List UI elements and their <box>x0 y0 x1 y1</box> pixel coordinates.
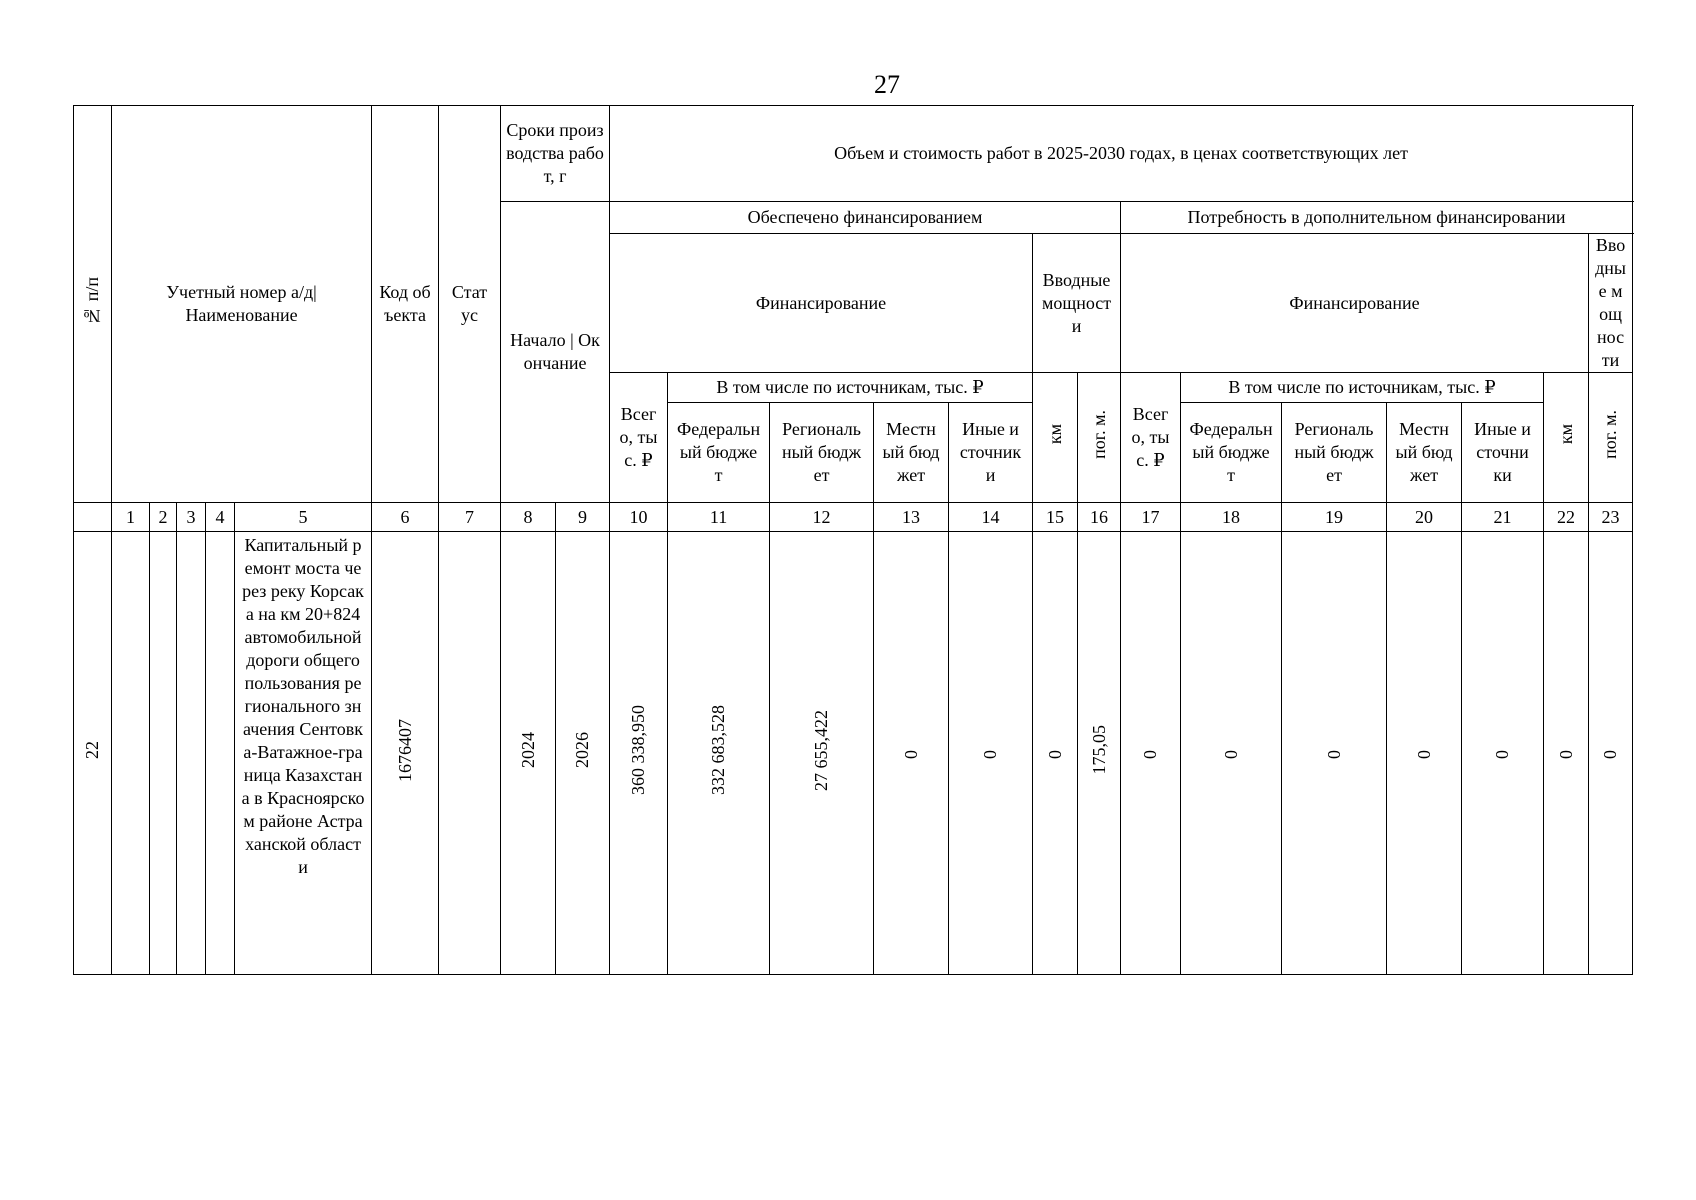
header-volume-cost: Объем и стоимость работ в 2025-2030 годах, в ценах соответствующих лет <box>610 106 1633 202</box>
row-km-cell <box>1033 532 1078 975</box>
row-add-other-cell <box>1462 532 1544 975</box>
column-number: 6 <box>372 503 439 532</box>
header-total: Всего, тыс. ₽ <box>610 373 668 503</box>
empty-cell <box>177 532 206 975</box>
header-by-sources: В том числе по источникам, тыс. ₽ <box>668 373 1033 403</box>
column-number-row <box>74 503 1633 532</box>
column-number: 3 <box>177 503 206 532</box>
column-number: 21 <box>1462 503 1544 532</box>
header-pog-m-cell <box>1078 373 1121 503</box>
header-name: Наименование <box>185 305 298 325</box>
column-number: 5 <box>235 503 372 532</box>
column-number: 10 <box>610 503 668 532</box>
header-km: км <box>1044 424 1065 445</box>
row-pog-m: 175,05 <box>1088 725 1109 775</box>
column-number-blank <box>74 503 112 532</box>
row-regional-cell <box>770 532 874 975</box>
header-add-federal: Федеральный бюджет <box>1181 403 1282 503</box>
row-local-cell <box>874 532 949 975</box>
header-capacity: Вводные мощности <box>1033 234 1121 373</box>
row-other-cell <box>949 532 1033 975</box>
row-index: 22 <box>82 741 102 759</box>
row-end-cell <box>556 532 610 975</box>
column-number: 16 <box>1078 503 1121 532</box>
header-start-end: Начало | Окончание <box>501 202 610 503</box>
row-total-cell <box>610 532 668 975</box>
row-end: 2026 <box>572 732 593 768</box>
header-add-km-cell <box>1544 373 1589 503</box>
row-add-total-cell <box>1121 532 1181 975</box>
column-number: 14 <box>949 503 1033 532</box>
row-add-other: 0 <box>1492 749 1513 759</box>
row-add-total: 0 <box>1140 749 1161 759</box>
row-pog-m-cell <box>1078 532 1121 975</box>
header-index: № п/п <box>82 276 102 326</box>
row-federal: 332 683,528 <box>708 705 729 795</box>
column-number: 22 <box>1544 503 1589 532</box>
column-number: 17 <box>1121 503 1181 532</box>
row-start: 2024 <box>517 732 538 768</box>
header-km-cell <box>1033 373 1078 503</box>
row-add-pog-m: 0 <box>1600 749 1621 759</box>
column-number: 11 <box>668 503 770 532</box>
column-number: 12 <box>770 503 874 532</box>
row-add-km: 0 <box>1555 749 1576 759</box>
row-add-regional: 0 <box>1323 749 1344 759</box>
row-add-local-cell <box>1387 532 1462 975</box>
row-object-code: 1676407 <box>394 718 415 782</box>
row-local: 0 <box>900 749 921 759</box>
road-works-table <box>73 105 1633 975</box>
column-number: 13 <box>874 503 949 532</box>
empty-cell <box>206 532 235 975</box>
column-number: 15 <box>1033 503 1078 532</box>
header-name-cell <box>112 106 372 503</box>
column-number: 18 <box>1181 503 1282 532</box>
column-number: 23 <box>1589 503 1633 532</box>
header-add-pog-m-cell <box>1589 373 1633 503</box>
empty-cell <box>112 532 150 975</box>
column-number: 1 <box>112 503 150 532</box>
row-km: 0 <box>1044 749 1065 759</box>
row-add-federal: 0 <box>1220 749 1241 759</box>
header-account: Учетный номер а/д| <box>166 282 317 302</box>
header-add-local: Местный бюджет <box>1387 403 1462 503</box>
row-total: 360 338,950 <box>628 705 649 795</box>
header-add-total: Всего, тыс. ₽ <box>1121 373 1181 503</box>
row-federal-cell <box>668 532 770 975</box>
header-financing-additional: Финансирование <box>1121 234 1589 373</box>
header-additional: Потребность в дополнительном финансировании <box>1121 202 1633 234</box>
table-row <box>74 532 1633 975</box>
header-capacity-additional: Вводные мощности <box>1589 234 1633 373</box>
column-number: 20 <box>1387 503 1462 532</box>
row-add-km-cell <box>1544 532 1589 975</box>
row-status-cell <box>439 532 501 975</box>
row-add-pog-m-cell <box>1589 532 1633 975</box>
row-add-local: 0 <box>1413 749 1434 759</box>
column-number: 2 <box>150 503 177 532</box>
header-object-code: Код объекта <box>372 106 439 503</box>
header-provided: Обеспечено финансированием <box>610 202 1121 234</box>
header-index-cell <box>74 106 112 503</box>
column-number: 19 <box>1282 503 1387 532</box>
row-regional: 27 655,422 <box>811 709 832 791</box>
column-number: 9 <box>556 503 610 532</box>
header-add-other: Иные источники <box>1462 403 1544 503</box>
column-number: 7 <box>439 503 501 532</box>
row-index-cell <box>74 532 112 975</box>
header-federal: Федеральный бюджет <box>668 403 770 503</box>
header-pog-m: пог. м. <box>1088 410 1109 459</box>
row-add-regional-cell <box>1282 532 1387 975</box>
row-name: Капитальный ремонт моста через реку Корсака на км 20+824 автомобильной дороги общего пользования регионального значения Сентовка-Ватажное-граница Казахстана в Красноярском районе Астраханской области <box>235 532 372 975</box>
column-number: 8 <box>501 503 556 532</box>
row-start-cell <box>501 532 556 975</box>
header-add-regional: Региональный бюджет <box>1282 403 1387 503</box>
header-regional: Региональный бюджет <box>770 403 874 503</box>
header-local: Местный бюджет <box>874 403 949 503</box>
header-other: Иные источники <box>949 403 1033 503</box>
header-add-km: км <box>1555 424 1576 445</box>
header-add-by-sources: В том числе по источникам, тыс. ₽ <box>1181 373 1544 403</box>
row-add-federal-cell <box>1181 532 1282 975</box>
header-add-pog-m: пог. м. <box>1600 410 1621 459</box>
header-financing: Финансирование <box>610 234 1033 373</box>
column-number: 4 <box>206 503 235 532</box>
empty-cell <box>150 532 177 975</box>
row-other: 0 <box>980 749 1001 759</box>
header-status: Статус <box>439 106 501 503</box>
header-terms: Сроки производства работ, г <box>501 106 610 202</box>
page-number: 27 <box>874 70 900 99</box>
row-object-code-cell <box>372 532 439 975</box>
